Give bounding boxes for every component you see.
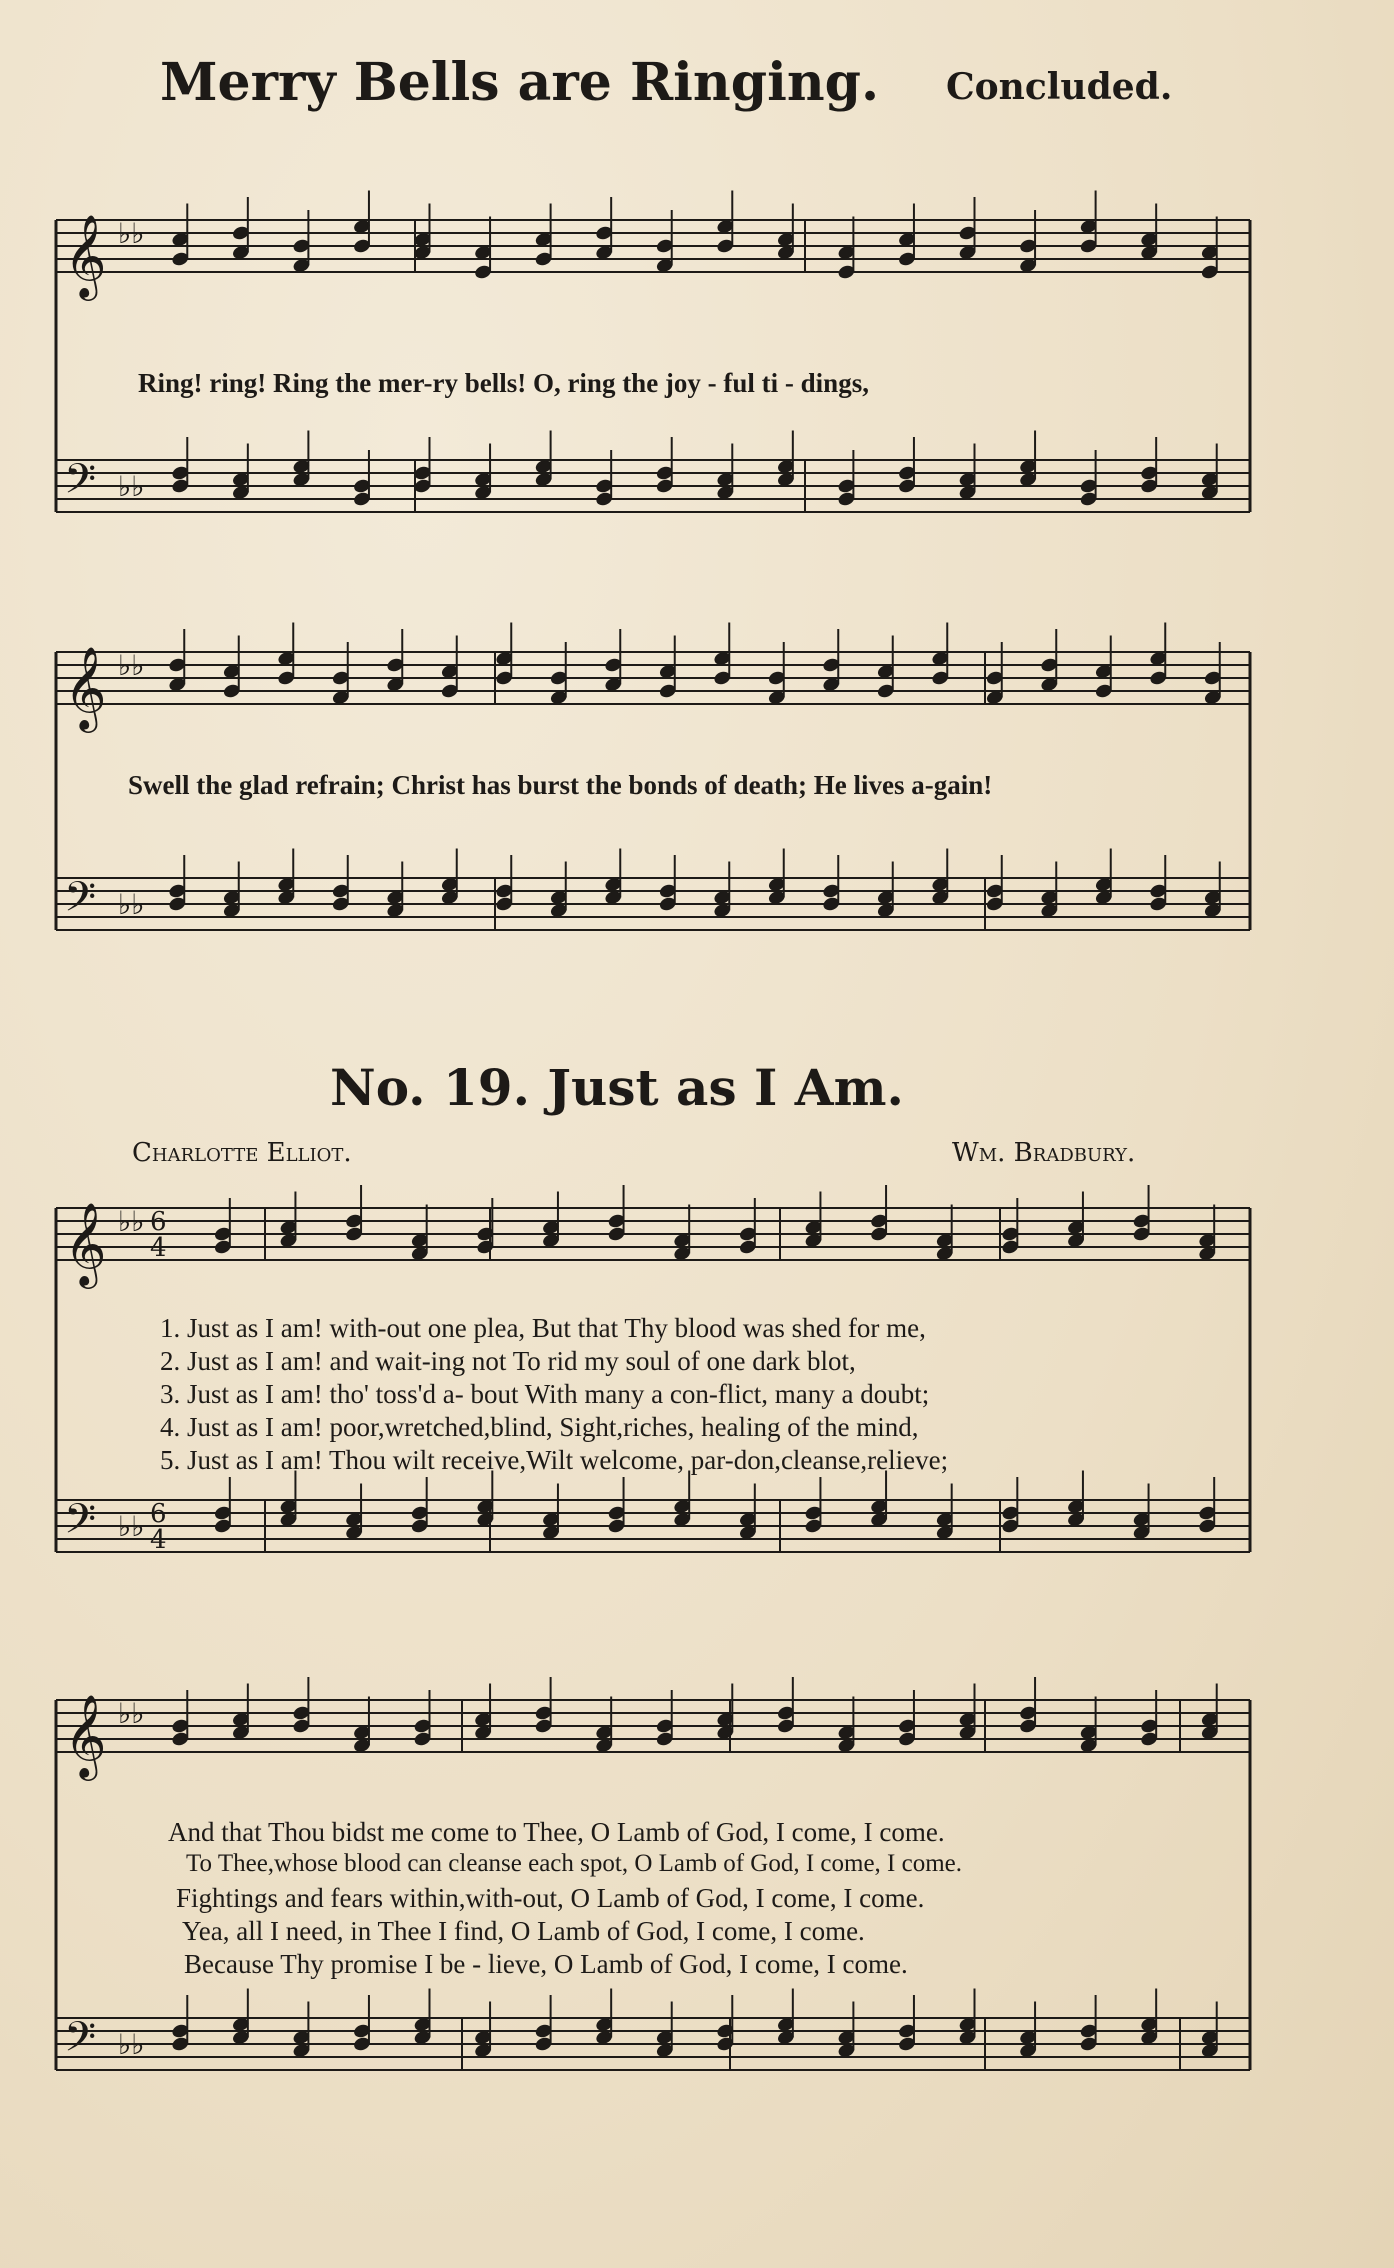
lyric-line-1: Ring! ring! Ring the mer-ry bells! O, ring the joy - ful ti - dings, xyxy=(138,368,869,398)
key-signature: ♭♭ xyxy=(118,1697,145,1730)
verse-line-5: 5. Just as I am! Thou wilt receive,Wilt welcome, par-don,cleanse,relieve; xyxy=(160,1445,949,1475)
lyric-line-2: Swell the glad refrain; Christ has burst the bonds of death; He lives a-gain! xyxy=(128,770,993,800)
song-title-suffix: Concluded. xyxy=(946,66,1173,108)
key-signature: ♭♭ xyxy=(118,2028,145,2061)
key-signature: ♭♭ xyxy=(118,217,145,250)
treble-clef: 𝄞 xyxy=(64,1201,107,1285)
key-signature: ♭♭ xyxy=(118,888,145,921)
verse-line-4: 4. Just as I am! poor,wretched,blind, Sight,riches, healing of the mind, xyxy=(160,1412,919,1442)
time-sig-bottom: 4 xyxy=(150,1233,167,1263)
time-sig-top: 6 xyxy=(150,1207,167,1237)
verse-line-2: 2. Just as I am! and wait-ing not To rid my soul of one dark blot, xyxy=(160,1346,856,1376)
refrain-line-3: Fightings and fears within,with-out, O Lamb of God, I come, I come. xyxy=(176,1883,925,1913)
composer-credit: Wm. Bradbury. xyxy=(952,1138,1136,1168)
verse-line-1: 1. Just as I am! with-out one plea, But that Thy blood was shed for me, xyxy=(160,1313,926,1343)
bass-clef: 𝄢 xyxy=(64,455,97,513)
treble-clef: 𝄞 xyxy=(64,1693,107,1777)
author-credit: Charlotte Elliot. xyxy=(132,1138,352,1168)
key-signature: ♭♭ xyxy=(118,1205,145,1238)
bass-clef: 𝄢 xyxy=(64,1495,97,1553)
time-sig-top: 6 xyxy=(150,1499,167,1529)
verse-line-3: 3. Just as I am! tho' toss'd a- bout With many a con-flict, many a doubt; xyxy=(160,1379,930,1409)
treble-clef: 𝄞 xyxy=(64,645,107,729)
song-title: Merry Bells are Ringing. xyxy=(160,52,880,113)
bass-clef: 𝄢 xyxy=(64,2013,97,2071)
bass-clef: 𝄢 xyxy=(64,873,97,931)
key-signature: ♭♭ xyxy=(118,1510,145,1543)
refrain-line-1: And that Thou bidst me come to Thee, O Lamb of God, I come, I come. xyxy=(168,1817,945,1847)
key-signature: ♭♭ xyxy=(118,649,145,682)
refrain-line-5: Because Thy promise I be - lieve, O Lamb of God, I come, I come. xyxy=(184,1949,908,1979)
refrain-line-4: Yea, all I need, in Thee I find, O Lamb of God, I come, I come. xyxy=(182,1916,865,1946)
hymn-title: No. 19. Just as I Am. xyxy=(330,1058,904,1117)
treble-clef: 𝄞 xyxy=(64,213,107,297)
refrain-line-2: To Thee,whose blood can cleanse each spot, O Lamb of God, I come, I come. xyxy=(186,1850,963,1877)
time-sig-bottom: 4 xyxy=(150,1525,167,1555)
key-signature: ♭♭ xyxy=(118,470,145,503)
